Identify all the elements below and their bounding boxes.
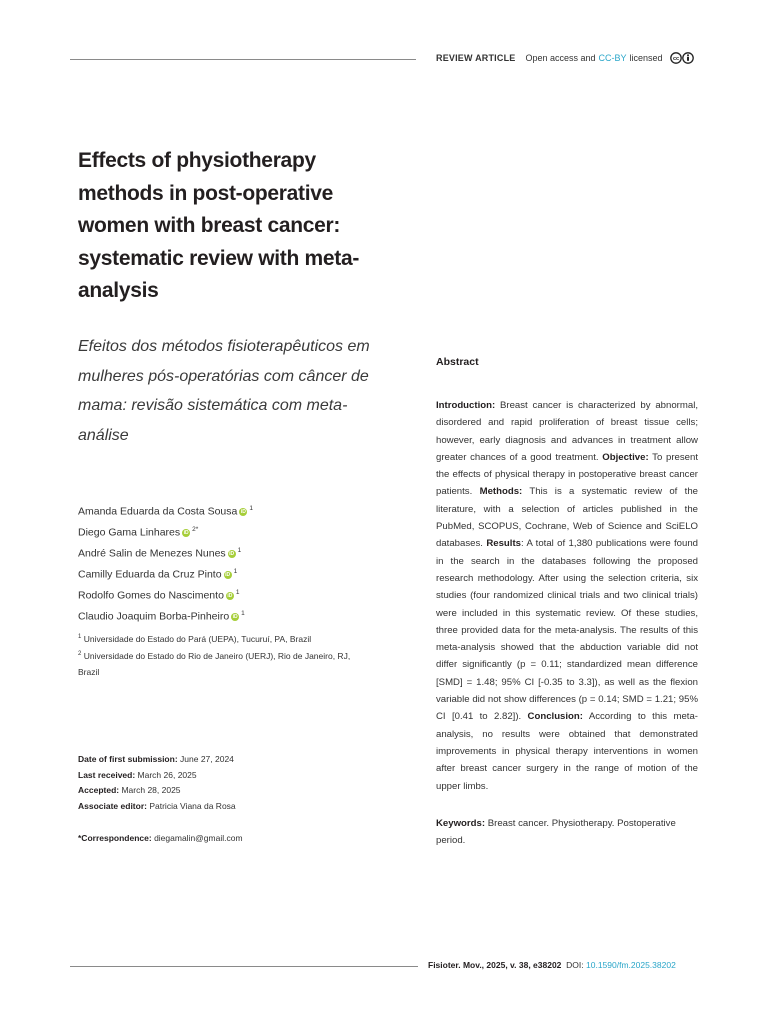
- author-name: Camilly Eduarda da Cruz Pinto: [78, 568, 222, 581]
- abstract-body: [436, 397, 698, 795]
- cc-icon: [670, 52, 694, 64]
- accepted-value: March 28, 2025: [121, 785, 181, 795]
- affiliation-number: 2: [78, 651, 82, 658]
- author: [78, 500, 253, 521]
- keywords-text: Breast cancer. Physiotherapy. Postoperative period.: [436, 818, 676, 847]
- objective-text: To present the effects of physical therapy in postoperative breast cancer patients.: [436, 451, 699, 498]
- affiliation: [78, 630, 353, 647]
- author-name: André Salin de Menezes Nunes: [78, 547, 226, 560]
- author-affiliation-ref: 2*: [192, 526, 199, 534]
- svg-text:cc: cc: [672, 56, 679, 62]
- article-subtitle: Efeitos dos métodos fisioterapêuticos em mulheres pós-operatórias com câncer de mama: revisão sistemática com meta-análise: [78, 338, 370, 444]
- author-affiliation-ref: 1: [249, 505, 253, 512]
- objective-label: Objective:: [602, 451, 649, 463]
- correspondence-email[interactable]: diegamalin@gmail.com: [154, 833, 243, 843]
- conclusion-label: Conclusion:: [527, 711, 583, 723]
- editor-value: Patricia Viana da Rosa: [149, 800, 236, 811]
- author-name: Rodolfo Gomes do Nascimento: [78, 589, 224, 602]
- author-name: Amanda Eduarda da Costa Sousa: [78, 505, 238, 518]
- author: [78, 605, 253, 626]
- orcid-icon[interactable]: iD: [225, 572, 231, 578]
- received-date: [78, 768, 236, 784]
- license-suffix: licensed: [629, 53, 663, 63]
- results-label: Results: [486, 538, 521, 550]
- license-link[interactable]: CC-BY: [598, 53, 627, 63]
- keywords-label: Keywords:: [436, 818, 486, 829]
- article-title: Effects of physiotherapy methods in post-operative women with breast cancer: systematic review with meta-analysis: [78, 149, 360, 302]
- doi-label: DOI:: [566, 960, 584, 970]
- orcid-icon[interactable]: iD: [232, 614, 238, 621]
- accepted-label: Accepted:: [78, 785, 120, 795]
- results-text: : A total of 1,380 publications were found in the search in the databases following the proposed research methodology. After using the selection criteria, six studies (four randomized clinical trials and two clinical trials) were included in this systematic review. Of these studies, three provided data for the meta-analysis. The results of this meta-analysis showed that the abduction variable did not differ significantly (p = 0.11; standardized mean difference [SMD] = 1.48; 95% CI [-0.35 to 3.3]), as well as the flexion variable did not show differences (p = 0.14; SMD = 1.21; 95% CI [0.41 to 2.82]).: [436, 538, 699, 723]
- affiliation-text: Universidade do Estado do Rio de Janeiro (UERJ), Rio de Janeiro, RJ, Brazil: [78, 651, 351, 677]
- submission-value: June 27, 2024: [180, 754, 234, 764]
- citation-text: Fisioter. Mov., 2025, v. 38, e38202: [428, 960, 562, 970]
- abstract-heading: Abstract: [436, 356, 479, 368]
- article-header: [436, 52, 694, 64]
- header-rule: [70, 59, 416, 60]
- author: [78, 584, 253, 605]
- submission-label: Date of first submission:: [78, 754, 178, 764]
- submission-date: [78, 752, 236, 768]
- received-value: March 26, 2025: [137, 769, 197, 780]
- associate-editor: [78, 799, 236, 815]
- received-label: Last received:: [78, 769, 136, 780]
- author: [78, 563, 253, 584]
- orcid-icon[interactable]: iD: [229, 550, 235, 557]
- author-affiliation-ref: 1: [237, 547, 242, 555]
- author-affiliation-ref: 1: [235, 589, 240, 597]
- orcid-icon[interactable]: iD: [227, 593, 233, 600]
- article-type: REVIEW ARTICLE: [436, 53, 516, 63]
- affiliation-text: Universidade do Estado do Pará (UEPA), Tucuruí, PA, Brazil: [83, 633, 312, 644]
- keywords: [436, 815, 698, 850]
- affiliations: [78, 630, 353, 680]
- doi-link[interactable]: 10.1590/fm.2025.38202: [586, 960, 676, 970]
- footer-citation: [428, 960, 676, 970]
- article-dates: [78, 752, 236, 814]
- orcid-icon[interactable]: iD: [183, 529, 189, 536]
- author: [78, 521, 253, 542]
- access-text: Open access and: [525, 53, 596, 63]
- correspondence: [78, 833, 243, 843]
- methods-label: Methods:: [479, 486, 523, 498]
- accepted-date: [78, 783, 236, 799]
- author-name: Claudio Joaquim Borba-Pinheiro: [78, 610, 230, 623]
- affiliation: [78, 647, 353, 680]
- methods-text: This is a systematic review of the literature, with a selection of articles published in the PubMed, SCOPUS, Cochrane, Web of Science and SciELO databases.: [436, 486, 698, 550]
- affiliation-number: 1: [78, 634, 82, 640]
- correspondence-label: *Correspondence:: [78, 833, 152, 843]
- editor-label: Associate editor:: [78, 800, 147, 811]
- conclusion-text: According to this meta-analysis, no results were obtained that demonstrated improvements in physical therapy interventions in women after breast cancer surgery in the range of motion of the upper limbs.: [436, 711, 698, 792]
- introduction-label: Introduction:: [436, 400, 496, 411]
- author: [78, 542, 253, 563]
- author-affiliation-ref: 1: [241, 610, 245, 618]
- author-name: Diego Gama Linhares: [78, 526, 181, 539]
- footer-rule: [70, 966, 418, 967]
- author-affiliation-ref: 1: [233, 568, 238, 576]
- author-list: [78, 500, 253, 627]
- orcid-icon[interactable]: iD: [240, 508, 246, 515]
- introduction-text: Breast cancer is characterized by abnormal, disordered and rapid proliferation of breast tissue cells; however, early diagnosis and advances in treatment allow greater chances of a good treatment.: [436, 400, 698, 463]
